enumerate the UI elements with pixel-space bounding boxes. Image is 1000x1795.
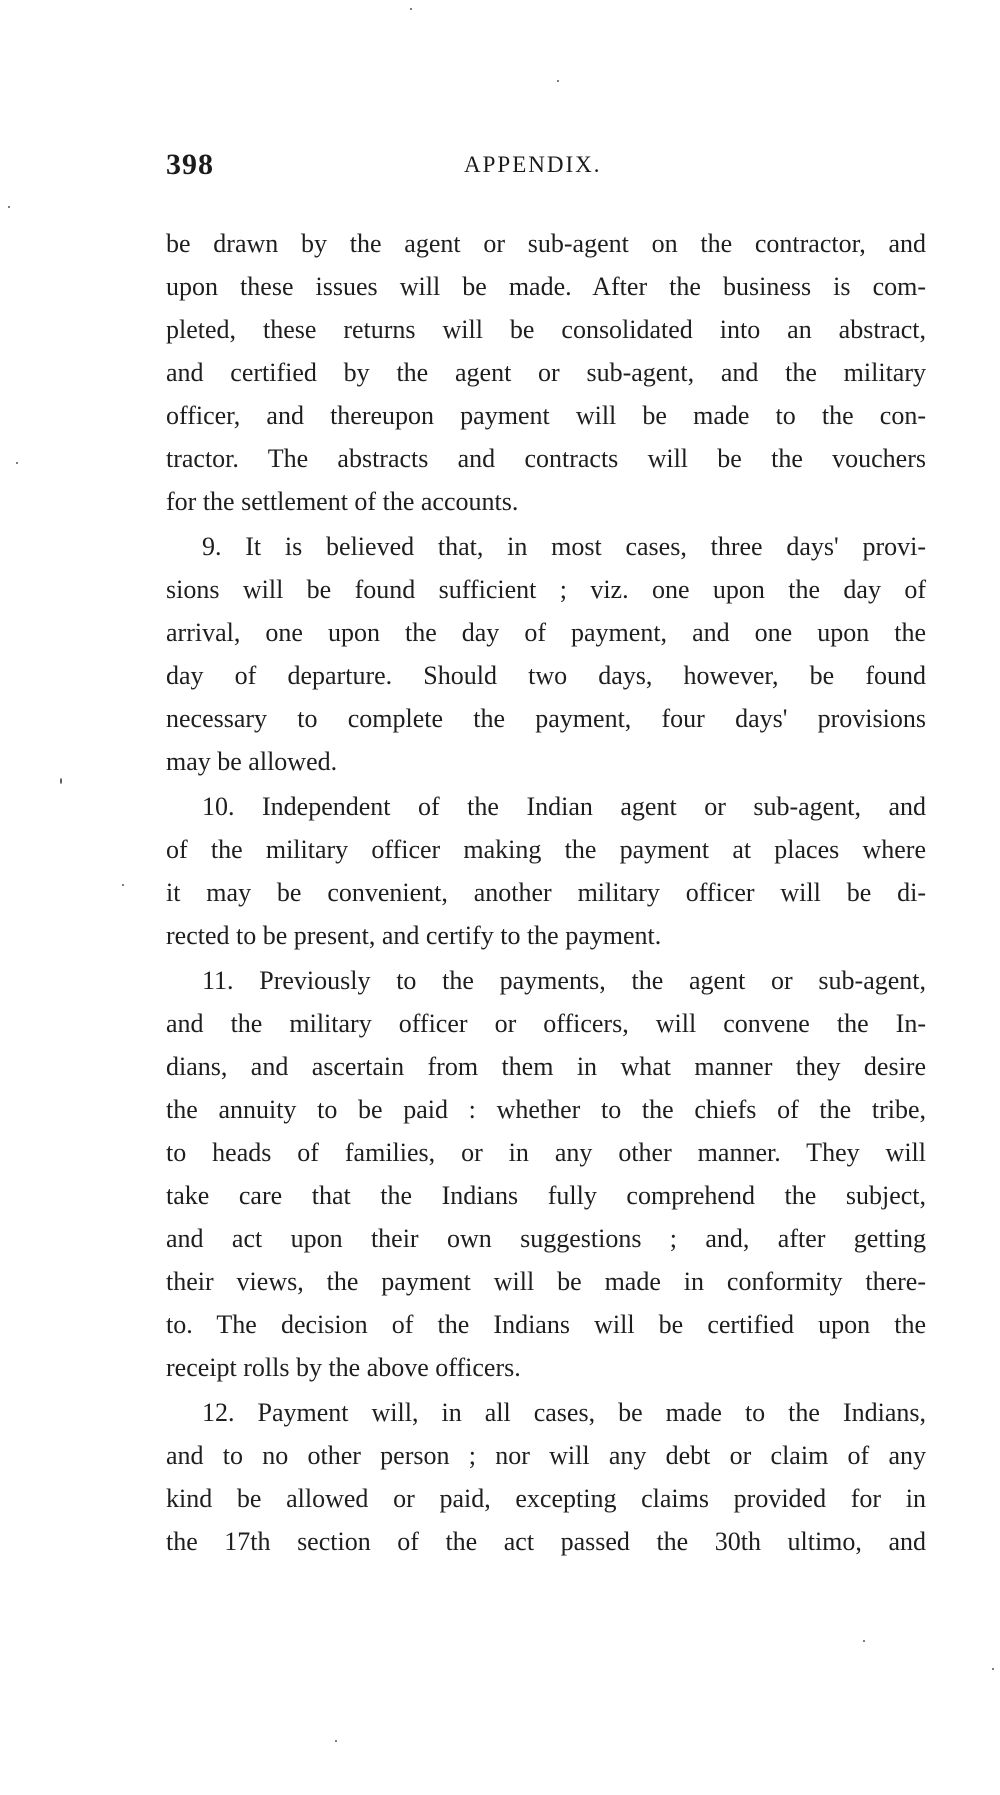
text-line: officer, and thereupon payment will be made to the con- — [166, 401, 926, 430]
body-text — [166, 222, 926, 1565]
paragraph-continuation — [166, 222, 926, 523]
text-line: 9. It is believed that, in most cases, three days' provi- — [202, 532, 926, 561]
text-line: rected to be present, and certify to the payment. — [166, 921, 662, 950]
text-line: upon these issues will be made. After the business is com- — [166, 272, 926, 301]
paragraph-10 — [166, 785, 926, 957]
scan-speck — [8, 206, 10, 208]
text-line: tractor. The abstracts and contracts will be the vouchers — [166, 444, 926, 473]
scan-speck — [863, 1640, 865, 1642]
text-line: it may be convenient, another military officer will be di- — [166, 878, 926, 907]
text-line: of the military officer making the payment at places where — [166, 835, 926, 864]
text-line: and the military officer or officers, will convene the In- — [166, 1009, 926, 1038]
text-line: be drawn by the agent or sub-agent on the contractor, and — [166, 229, 926, 258]
text-line: pleted, these returns will be consolidated into an abstract, — [166, 315, 926, 344]
page-number: 398 — [166, 148, 214, 181]
text-line: and to no other person ; nor will any debt or claim of any — [166, 1441, 926, 1470]
text-line: receipt rolls by the above officers. — [166, 1353, 521, 1382]
scan-speck — [992, 1668, 994, 1670]
text-line: sions will be found sufficient ; viz. one upon the day of — [166, 575, 926, 604]
text-line: dians, and ascertain from them in what manner they desire — [166, 1052, 926, 1081]
text-line: the annuity to be paid : whether to the chiefs of the tribe, — [166, 1095, 926, 1124]
paragraph-11 — [166, 959, 926, 1389]
text-line: and act upon their own suggestions ; and, after getting — [166, 1224, 926, 1253]
text-line: and certified by the agent or sub-agent, and the military — [166, 358, 926, 387]
text-line: for the settlement of the accounts. — [166, 487, 519, 516]
text-line: to. The decision of the Indians will be certified upon the — [166, 1310, 926, 1339]
scan-speck — [335, 1740, 337, 1742]
paragraph-12 — [166, 1391, 926, 1563]
text-line: arrival, one upon the day of payment, and one upon the — [166, 618, 926, 647]
text-line: day of departure. Should two days, however, be found — [166, 661, 926, 690]
text-line: 12. Payment will, in all cases, be made to the Indians, — [202, 1398, 926, 1427]
text-line: 11. Previously to the payments, the agent or sub-agent, — [202, 966, 926, 995]
scan-speck — [60, 778, 62, 784]
scan-speck — [16, 462, 18, 464]
scan-speck — [410, 8, 412, 10]
scan-speck — [557, 80, 559, 82]
scan-speck — [122, 884, 124, 886]
text-line: necessary to complete the payment, four days' provisions — [166, 704, 926, 733]
text-line: may be allowed. — [166, 747, 338, 776]
paragraph-9 — [166, 525, 926, 783]
running-title: APPENDIX. — [464, 152, 602, 177]
text-line: take care that the Indians fully comprehend the subject, — [166, 1181, 926, 1210]
text-line: kind be allowed or paid, excepting claims provided for in — [166, 1484, 926, 1513]
text-line: the 17th section of the act passed the 30th ultimo, and — [166, 1527, 926, 1556]
running-head — [166, 148, 926, 188]
text-line: their views, the payment will be made in conformity there- — [166, 1267, 926, 1296]
text-line: to heads of families, or in any other manner. They will — [166, 1138, 926, 1167]
text-line: 10. Independent of the Indian agent or sub-agent, and — [202, 792, 926, 821]
